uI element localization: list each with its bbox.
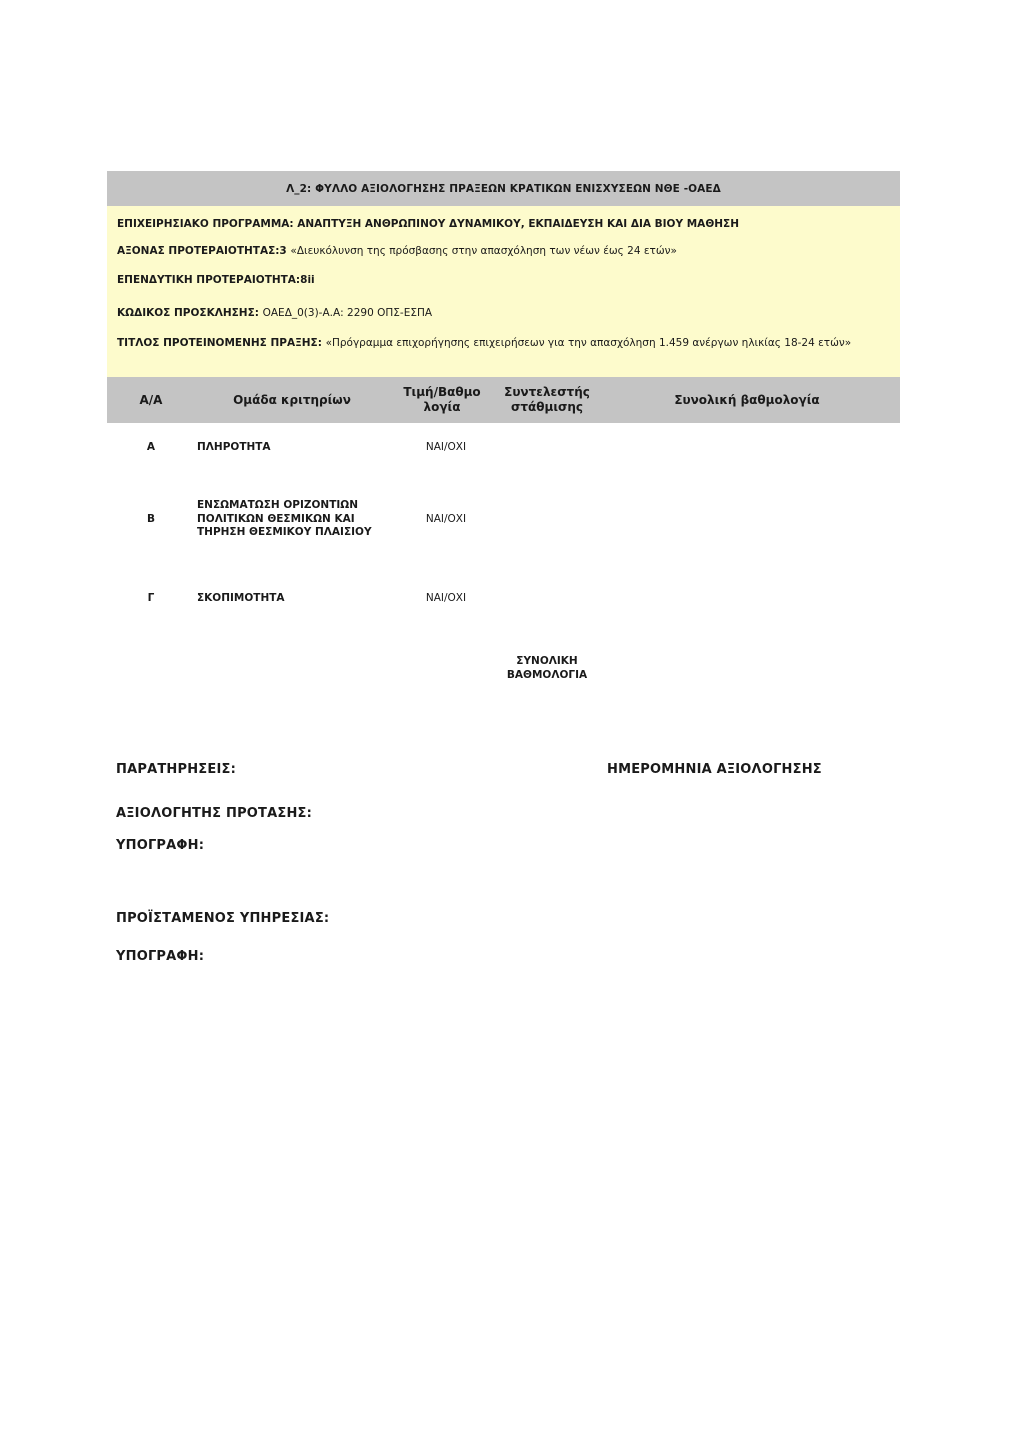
row-value: ΝΑΙ/ΟΧΙ — [425, 441, 467, 453]
proposal-title-line — [117, 336, 887, 350]
header-value: Τιμή/Βαθμο λογία — [403, 385, 481, 414]
call-code-value: ΟΑΕΔ_0(3)-Α.Α: 2290 ΟΠΣ-ΕΣΠΑ — [262, 307, 433, 319]
program-line: ΕΠΙΧΕΙΡΗΣΙΑΚΟ ΠΡΟΓΡΑΜΜΑ: ΑΝΑΠΤΥΞΗ ΑΝΘΡΩΠΙΝΟΥ ΔΥΝΑΜΙΚΟΥ, ΕΚΠΑΙΔΕΥΣΗ ΚΑΙ ΔΙΑ ΒΙΟΥ ΜΑΘΗΣΗ — [117, 218, 739, 230]
call-code-label: ΚΩΔΙΚΟΣ ΠΡΟΣΚΛΗΣΗΣ: — [117, 307, 263, 319]
row-group: ΠΛΗΡΟΤΗΤΑ — [197, 441, 271, 453]
header-weight: Συντελεστής στάθμισης — [504, 385, 590, 414]
proposal-title-value: «Πρόγραμμα επιχορήγησης επιχειρήσεων για την απασχόληση 1.459 ανέργων ηλικίας 18-24 ετών» — [325, 337, 852, 349]
evaluation-date-label: ΗΜΕΡΟΜΗΝΙΑ ΑΞΙΟΛΟΓΗΣΗΣ — [607, 762, 822, 777]
row-aa: Β — [146, 513, 155, 525]
row-value: ΝΑΙ/ΟΧΙ — [425, 513, 467, 525]
row-aa: Α — [146, 441, 156, 453]
evaluator-label: ΑΞΙΟΛΟΓΗΤΗΣ ΠΡΟΤΑΣΗΣ: — [116, 806, 313, 821]
info-panel — [107, 206, 900, 377]
axis-line — [117, 245, 677, 257]
table-header — [107, 377, 900, 423]
investment-priority-line: ΕΠΕΝΔΥΤΙΚΗ ΠΡΟΤΕΡΑΙΟΤΗΤΑ:8ii — [117, 274, 315, 286]
header-aa: Α/Α — [139, 392, 163, 407]
proposal-title-label: ΤΙΤΛΟΣ ΠΡΟΤΕΙΝΟΜΕΝΗΣ ΠΡΑΞΗΣ: — [117, 337, 326, 349]
header-group: Ομάδα κριτηρίων — [233, 392, 351, 407]
evaluator-signature-label: ΥΠΟΓΡΑΦΗ: — [116, 838, 205, 853]
evaluation-sheet — [107, 171, 900, 681]
row-group: ΣΚΟΠΙΜΟΤΗΤΑ — [197, 592, 285, 604]
sheet-title: Λ_2: ΦΥΛΛΟ ΑΞΙΟΛΟΓΗΣΗΣ ΠΡΑΞΕΩΝ ΚΡΑΤΙΚΩΝ ΕΝΙΣΧΥΣΕΩΝ ΝΘΕ -ΟΑΕΔ — [107, 171, 900, 206]
total-score-label: ΣΥΝΟΛΙΚΗ ΒΑΘΜΟΛΟΓΙΑ — [506, 655, 588, 681]
row-aa: Γ — [147, 592, 155, 604]
head-of-service-label: ΠΡΟΪΣΤΑΜΕΝΟΣ ΥΠΗΡΕΣΙΑΣ: — [116, 911, 330, 926]
row-value: ΝΑΙ/ΟΧΙ — [425, 592, 467, 604]
call-code-line — [117, 307, 432, 319]
header-total: Συνολική βαθμολογία — [674, 392, 820, 407]
axis-value: «Διευκόλυνση της πρόσβασης στην απασχόληση των νέων έως 24 ετών» — [290, 245, 677, 257]
row-group: ΕΝΣΩΜΑΤΩΣΗ ΟΡΙΖΟΝΤΙΩΝ ΠΟΛΙΤΙΚΩΝ ΘΕΣΜΙΚΩΝ ΚΑΙ ΤΗΡΗΣΗ ΘΕΣΜΙΚΟΥ ΠΛΑΙΣΙΟΥ — [197, 499, 372, 538]
remarks-label: ΠΑΡΑΤΗΡΗΣΕΙΣ: — [116, 762, 236, 777]
axis-label: ΑΞΟΝΑΣ ΠΡΟΤΕΡΑΙΟΤΗΤΑΣ:3 — [117, 245, 291, 257]
head-signature-label: ΥΠΟΓΡΑΦΗ: — [116, 949, 205, 964]
